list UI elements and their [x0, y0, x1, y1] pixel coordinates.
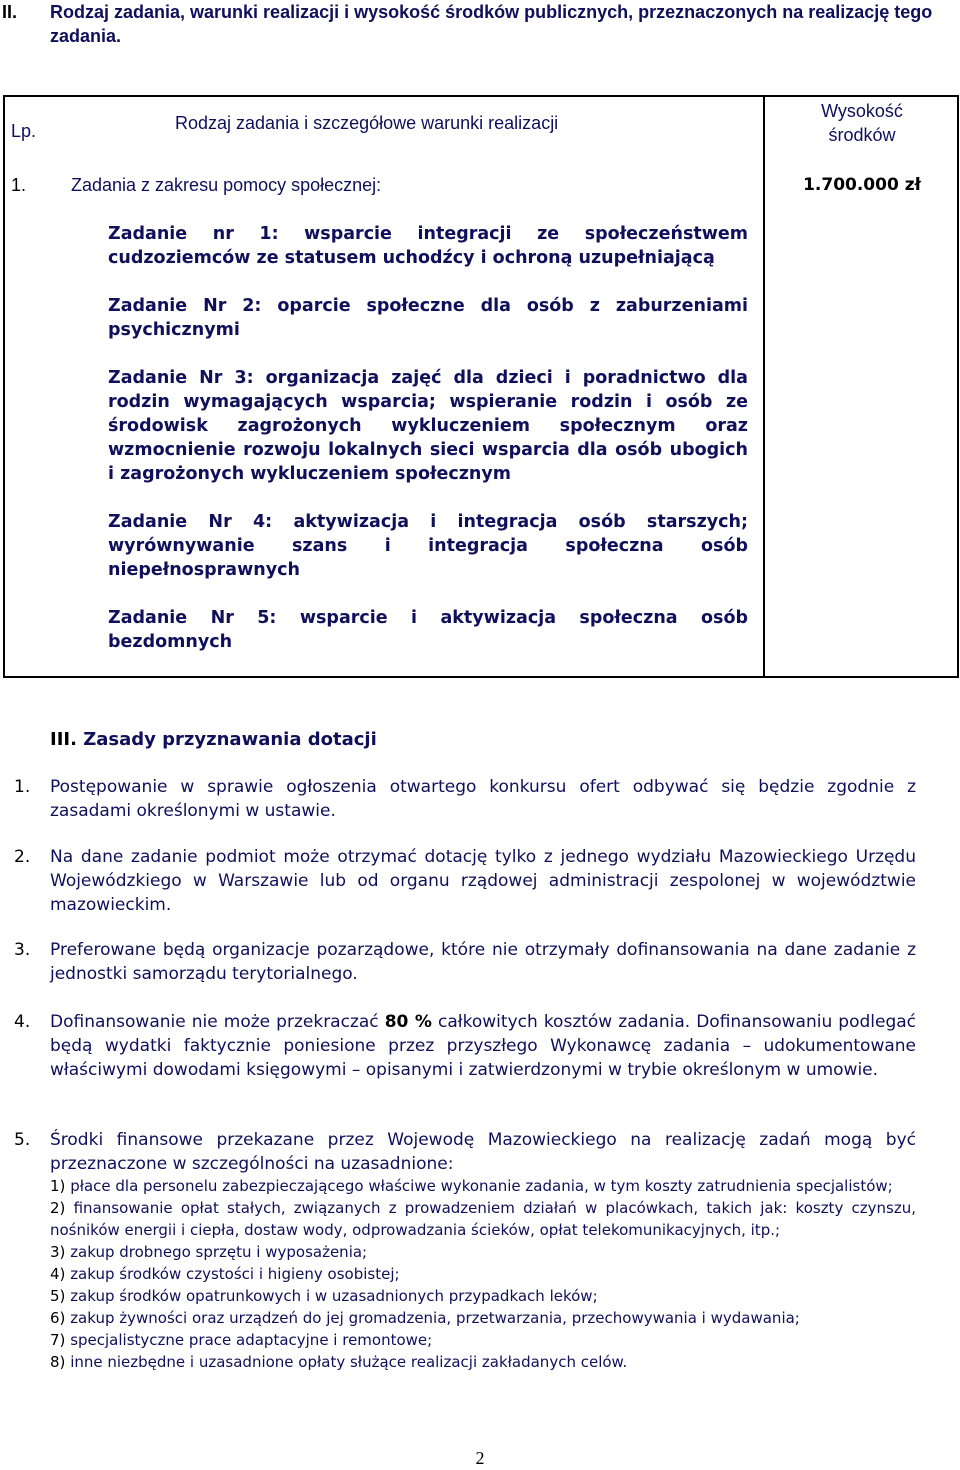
- list-item-text: zakup żywności oraz urządzeń do jej gromadzenia, przetwarzania, przechowywania i wydawania;: [70, 1309, 800, 1327]
- section-2-number: II.: [2, 2, 18, 22]
- task-4: Zadanie Nr 4: aktywizacja i integracja osób starszych; wyrównywanie szans i integracja społeczna osób niepełnosprawnych: [108, 512, 748, 580]
- paragraph-number: 1.: [14, 777, 31, 797]
- paragraph-number: 3.: [14, 940, 31, 960]
- table-header-lp: Lp.: [11, 121, 37, 141]
- list-item: [50, 1175, 916, 1197]
- paragraph-number: 5.: [14, 1130, 31, 1150]
- section-3-title: Zasady przyznawania dotacji: [83, 729, 377, 750]
- table-header-wysokosc: [765, 99, 959, 147]
- paragraph-3: [14, 938, 916, 986]
- list-item: [50, 1285, 916, 1307]
- section-2-title: Rodzaj zadania, warunki realizacji i wysokość środków publicznych, przeznaczonych na realizację tego zadania.: [50, 2, 933, 46]
- paragraph-text-before: Dofinansowanie nie może przekraczać: [50, 1012, 385, 1032]
- table-header-wysokosc-line2: środków: [828, 125, 896, 145]
- table-header-rodzaj: Rodzaj zadania i szczegółowe warunki realizacji: [175, 113, 559, 133]
- task-1: Zadanie nr 1: wsparcie integracji ze społeczeństwem cudzoziemców ze statusem uchodźcy i ochroną uzupełniającą: [108, 224, 748, 268]
- paragraph-2: [14, 845, 916, 917]
- paragraph-text-bold: 80 %: [384, 1012, 432, 1032]
- paragraph-1: [14, 775, 916, 823]
- list-item-number: 8): [50, 1353, 66, 1371]
- paragraph-text: [14, 1010, 916, 1082]
- list-item-number: 7): [50, 1331, 66, 1349]
- paragraph-number: 2.: [14, 847, 31, 867]
- task-5: Zadanie Nr 5: wsparcie i aktywizacja społeczna osób bezdomnych: [108, 608, 748, 652]
- paragraph-5: [14, 1128, 916, 1176]
- list-item-text: płace dla personelu zabezpieczającego właściwe wykonanie zadania, w tym koszty zatrudnienia specjalistów;: [70, 1177, 893, 1195]
- paragraph-number: 4.: [14, 1012, 31, 1032]
- list-item-text: zakup drobnego sprzętu i wyposażenia;: [70, 1243, 368, 1261]
- list-item: [50, 1351, 916, 1373]
- list-item-number: 3): [50, 1243, 66, 1261]
- section-2-heading: [2, 0, 952, 48]
- task-2: Zadanie Nr 2: oparcie społeczne dla osób z zaburzeniami psychicznymi: [108, 296, 748, 340]
- list-item: [50, 1307, 916, 1329]
- list-item: [50, 1263, 916, 1285]
- list-item-number: 2): [50, 1199, 66, 1217]
- cost-items-list: [50, 1175, 916, 1373]
- paragraph-text: Środki finansowe przekazane przez Wojewodę Mazowieckiego na realizację zadań mogą być przeznaczone w szczególności na uzasadnione:: [50, 1130, 916, 1174]
- section-3-heading: [50, 728, 377, 752]
- table-row-number: 1.: [11, 175, 27, 195]
- task-3: Zadanie Nr 3: organizacja zajęć dla dzieci i poradnictwo dla rodzin wymagających wsparcia; wspieranie rodzin i osób ze środowisk zagrożonych wykluczeniem społecznym oraz wzmocnienie rozwoju lokalnych sieci wsparcia dla osób ubogich i zagrożonych wykluczeniem społecznym: [108, 368, 748, 484]
- list-item-text: zakup środków czystości i higieny osobistej;: [70, 1265, 400, 1283]
- list-item-number: 6): [50, 1309, 66, 1327]
- list-item: [50, 1197, 916, 1241]
- list-item: [50, 1241, 916, 1263]
- paragraph-text: Preferowane będą organizacje pozarządowe, które nie otrzymały dofinansowania na dane zadanie z jednostki samorządu terytorialnego.: [50, 940, 916, 984]
- paragraph-4: [14, 1010, 916, 1082]
- task-table: [3, 95, 959, 678]
- list-item-number: 1): [50, 1177, 66, 1195]
- table-header-wysokosc-line1: Wysokość: [821, 101, 903, 121]
- section-3-number: III.: [50, 729, 77, 750]
- list-item-text: specjalistyczne prace adaptacyjne i remontowe;: [70, 1331, 433, 1349]
- table-row-amount: 1.700.000 zł: [803, 175, 921, 195]
- list-item: [50, 1329, 916, 1351]
- list-item-text: inne niezbędne i uzasadnione opłaty służące realizacji zakładanych celów.: [70, 1353, 628, 1371]
- paragraph-text: Postępowanie w sprawie ogłoszenia otwartego konkursu ofert odbywać się będzie zgodnie z zasadami określonymi w ustawie.: [50, 777, 916, 821]
- table-row-title: Zadania z zakresu pomocy społecznej:: [71, 175, 382, 195]
- list-item-text: finansowanie opłat stałych, związanych z prowadzeniem działań w placówkach, takich jak: koszty czynszu, nośników energii i ciepła, dostaw wody, odprowadzania ścieków, opłat telekomunikacyjnych, itp.;: [50, 1199, 916, 1239]
- page-number: 2: [475, 1448, 485, 1468]
- list-item-number: 5): [50, 1287, 66, 1305]
- list-item-number: 4): [50, 1265, 66, 1283]
- paragraph-text-after: całkowitych kosztów zadania. Dofinansowaniu podlegać będą wydatki faktycznie poniesione przez przyszłego Wykonawcę zadania – udokumentowane właściwymi dowodami księgowymi – opisanymi i zatwierdzonymi w trybie określonym w umowie.: [50, 1012, 916, 1080]
- list-item-text: zakup środków opatrunkowych i w uzasadnionych przypadkach leków;: [70, 1287, 598, 1305]
- paragraph-text: Na dane zadanie podmiot może otrzymać dotację tylko z jednego wydziału Mazowieckiego Urzędu Wojewódzkiego w Warszawie lub od organu rządowej administracji zespolonej w województwie mazowieckim.: [50, 847, 916, 915]
